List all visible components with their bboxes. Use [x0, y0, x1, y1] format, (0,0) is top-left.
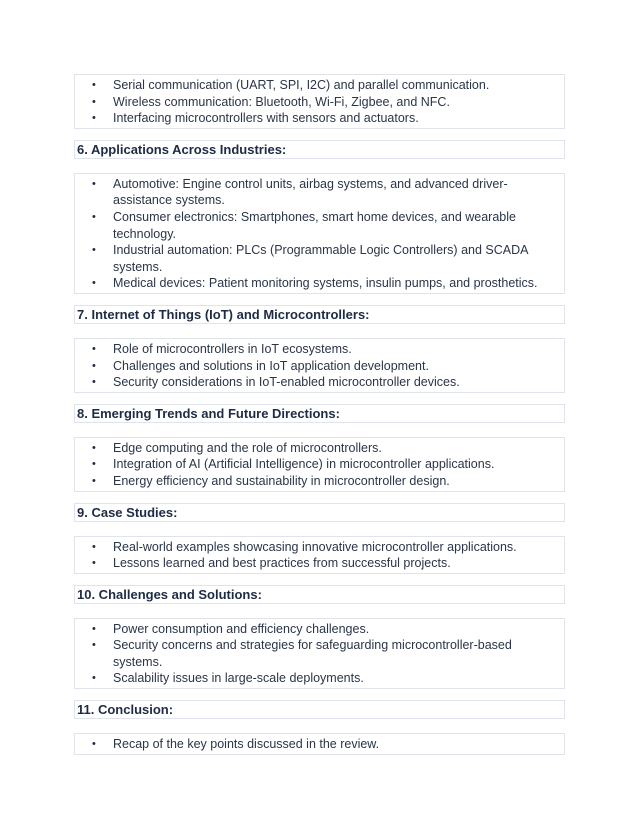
bullet-list	[89, 736, 558, 753]
list-item	[89, 539, 558, 556]
list-item	[89, 341, 558, 358]
bullet-icon: •	[92, 177, 96, 190]
bullet-icon: •	[92, 342, 96, 355]
bullet-icon: •	[92, 79, 96, 91]
bullet-list-box	[74, 618, 565, 689]
list-item	[89, 110, 558, 127]
bullet-list-box	[74, 437, 565, 492]
bullet-list	[89, 440, 558, 490]
list-item-text: Challenges and solutions in IoT application development.	[113, 358, 429, 373]
list-item	[89, 77, 558, 94]
list-item-text: Interfacing microcontrollers with sensors and actuators.	[113, 111, 419, 126]
list-item-text: Medical devices: Patient monitoring systems, insulin pumps, and prosthetics.	[113, 276, 538, 291]
list-item-text: Integration of AI (Artificial Intelligence) in microcontroller applications.	[113, 457, 495, 472]
list-item-text: Security concerns and strategies for safeguarding microcontroller-based systems.	[113, 638, 512, 669]
bullet-icon: •	[92, 441, 96, 454]
bullet-icon: •	[92, 95, 96, 108]
list-item-text: Edge computing and the role of microcontrollers.	[113, 440, 382, 455]
bullet-icon: •	[92, 244, 96, 257]
list-item	[89, 555, 558, 572]
bullet-icon: •	[92, 672, 96, 685]
bullet-list-box	[74, 536, 565, 574]
list-item	[89, 176, 558, 209]
list-item-text: Lessons learned and best practices from successful projects.	[113, 556, 451, 571]
list-item-text: Recap of the key points discussed in the review.	[113, 737, 380, 752]
section-heading: 8. Emerging Trends and Future Directions:	[74, 404, 565, 423]
list-item-text: Wireless communication: Bluetooth, Wi-Fi, Zigbee, and NFC.	[113, 94, 450, 109]
list-item	[89, 242, 558, 275]
bullet-list	[89, 621, 558, 687]
list-item	[89, 456, 558, 473]
list-item	[89, 275, 558, 292]
bullet-icon: •	[92, 557, 96, 570]
bullet-icon: •	[92, 112, 96, 125]
section-heading: 6. Applications Across Industries:	[74, 140, 565, 159]
bullet-list-box	[74, 173, 565, 294]
list-item-text: Industrial automation: PLCs (Programmable Logic Controllers) and SCADA systems.	[113, 243, 528, 274]
bullet-icon: •	[92, 639, 96, 652]
bullet-list	[89, 77, 558, 127]
list-item-text: Consumer electronics: Smartphones, smart home devices, and wearable technology.	[113, 209, 516, 241]
list-item-text: Serial communication (UART, SPI, I2C) and parallel communication.	[113, 78, 490, 92]
bullet-list	[89, 539, 558, 572]
list-item	[89, 358, 558, 375]
bullet-icon: •	[92, 540, 96, 553]
list-item	[89, 621, 558, 638]
bullet-list-box	[74, 74, 565, 129]
list-item-text: Energy efficiency and sustainability in microcontroller design.	[113, 473, 450, 488]
list-item	[89, 374, 558, 391]
bullet-list	[89, 176, 558, 292]
bullet-icon: •	[92, 738, 96, 751]
section-heading: 11. Conclusion:	[74, 700, 565, 719]
list-item	[89, 209, 558, 242]
bullet-icon: •	[92, 359, 96, 372]
list-item-text: Security considerations in IoT-enabled microcontroller devices.	[113, 375, 460, 390]
section-heading: 10. Challenges and Solutions:	[74, 585, 565, 604]
bullet-icon: •	[92, 277, 96, 290]
list-item	[89, 440, 558, 457]
list-item	[89, 473, 558, 490]
bullet-icon: •	[92, 210, 96, 223]
bullet-icon: •	[92, 376, 96, 389]
list-item-text: Automotive: Engine control units, airbag systems, and advanced driver-assistance systems.	[113, 176, 508, 208]
section-heading: 7. Internet of Things (IoT) and Microcontrollers:	[74, 305, 565, 324]
bullet-list-box	[74, 338, 565, 393]
list-item	[89, 736, 558, 753]
list-item	[89, 670, 558, 687]
bullet-icon: •	[92, 474, 96, 487]
list-item-text: Power consumption and efficiency challenges.	[113, 621, 370, 636]
list-item	[89, 94, 558, 111]
list-item-text: Real-world examples showcasing innovative microcontroller applications.	[113, 539, 517, 554]
list-item	[89, 637, 558, 670]
bullet-icon: •	[92, 622, 96, 635]
bullet-list	[89, 341, 558, 391]
list-item-text: Scalability issues in large-scale deployments.	[113, 671, 364, 686]
bullet-list-box	[74, 733, 565, 755]
bullet-icon: •	[92, 458, 96, 471]
list-item-text: Role of microcontrollers in IoT ecosystems.	[113, 341, 352, 356]
document-page	[74, 74, 565, 755]
section-heading: 9. Case Studies:	[74, 503, 565, 522]
